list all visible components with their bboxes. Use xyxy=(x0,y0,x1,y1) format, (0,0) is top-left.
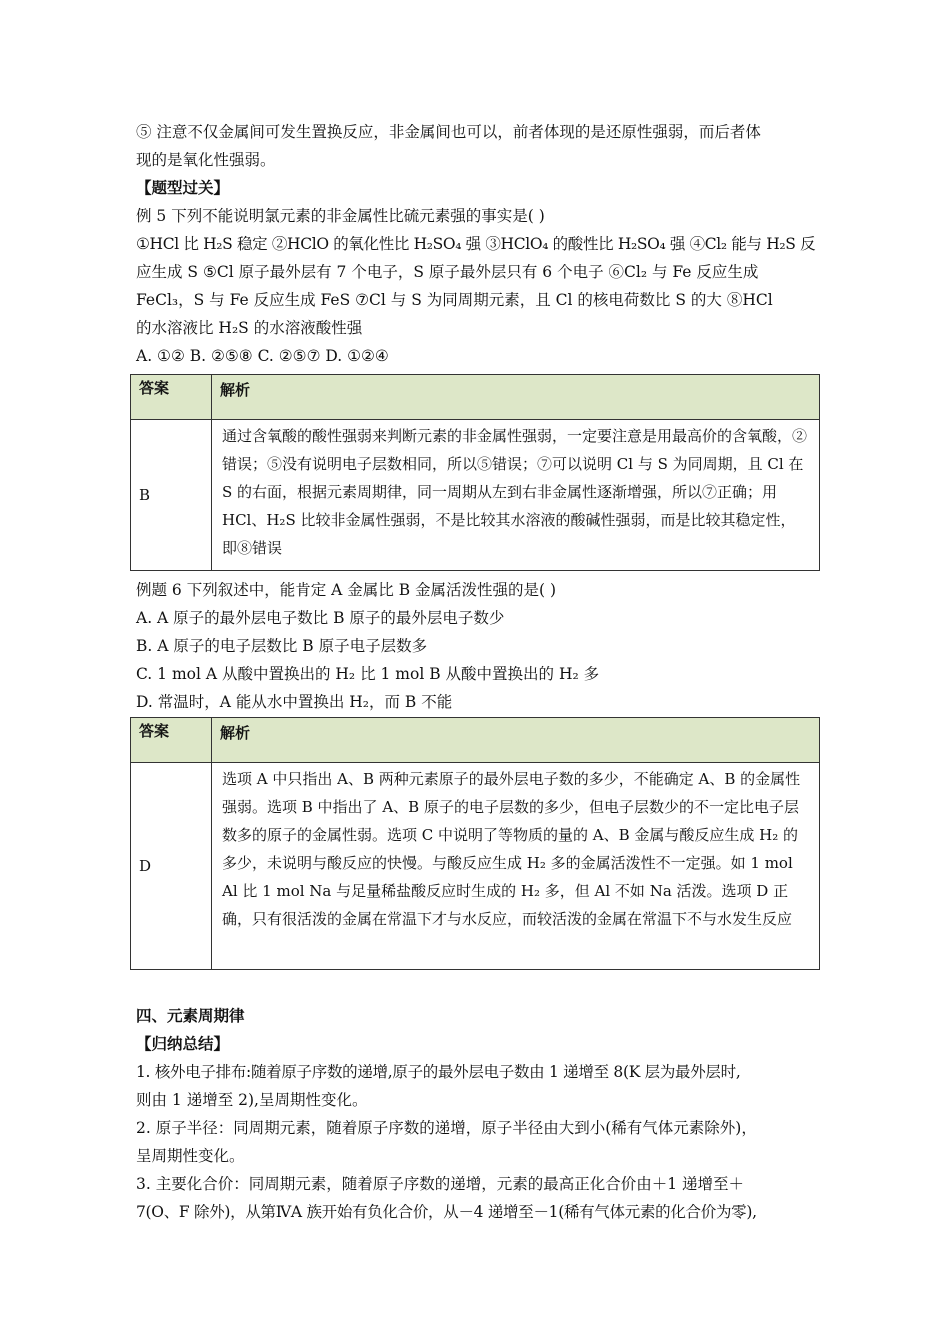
section-title: 【题型过关】 xyxy=(136,179,230,197)
section-4-title: 四、元素周期律 xyxy=(136,1007,245,1025)
example-5-line-3: FeCl₃，S 与 Fe 反应生成 FeS ⑦Cl 与 S 为同周期元素，且 Cl 的核电荷数比 S 的大 ⑧HCl xyxy=(136,291,773,309)
example-6-question: 例题 6 下列叙述中，能肯定 A 金属比 B 金属活泼性强的是( ) xyxy=(136,581,557,599)
analysis-text: 通过含氧酸的酸性强弱来判断元素的非金属性强弱，一定要注意是用最高价的含氧酸，②错误；⑤没有说明电子层数相同，所以⑤错误；⑦可以说明 Cl 与 S 为同周期，且 Cl 在 S 的右面，根据元素周期律，同一周期从左到右非金属性逐渐增强，所以⑦正确；用 HCl、H₂S 比较非金属性强弱，不是比较其水溶液的酸碱性强弱，而是比较其稳定性，即⑧错误 xyxy=(212,420,820,571)
example-5-question: 例 5 下列不能说明氯元素的非金属性比硫元素强的事实是( ) xyxy=(136,207,545,225)
item-2-line-2: 呈周期性变化。 xyxy=(136,1147,245,1165)
summary-title: 【归纳总结】 xyxy=(136,1035,230,1053)
example-5-options: A. ①② B. ②⑤⑧ C. ②⑤⑦ D. ①②④ xyxy=(136,347,389,365)
example-6-option-d: D. 常温时，A 能从水中置换出 H₂，而 B 不能 xyxy=(136,693,453,711)
item-2-line-1: 2. 原子半径：同周期元素，随着原子序数的递增，原子半径由大到小(稀有气体元素除外)， xyxy=(136,1119,757,1137)
analysis-header: 解析 xyxy=(212,375,820,420)
intro-line-1: ⑤ 注意不仅金属间可发生置换反应，非金属间也可以，前者体现的是还原性强弱，而后者体 xyxy=(136,123,761,141)
analysis-header: 解析 xyxy=(212,718,820,763)
intro-line-2: 现的是氧化性强弱。 xyxy=(136,151,276,169)
answer-value: B xyxy=(131,420,212,571)
item-3-line-2: 7(O、F 除外)，从第ⅣA 族开始有负化合价，从－4 递增至－1(稀有气体元素的化合价为零), xyxy=(136,1203,757,1221)
example-6-option-b: B. A 原子的电子层数比 B 原子电子层数多 xyxy=(136,637,428,655)
item-3-line-1: 3. 主要化合价：同周期元素，随着原子序数的递增，元素的最高正化合价由＋1 递增至＋ xyxy=(136,1175,745,1193)
answer-value: D xyxy=(131,763,212,970)
answer-header: 答案 xyxy=(131,375,212,420)
example-6-option-a: A. A 原子的最外层电子数比 B 原子的最外层电子数少 xyxy=(136,609,505,627)
example-5-line-4: 的水溶液比 H₂S 的水溶液酸性强 xyxy=(136,319,363,337)
example-5-line-2: 应生成 S ⑤Cl 原子最外层有 7 个电子，S 原子最外层只有 6 个电子 ⑥Cl₂ 与 Fe 反应生成 xyxy=(136,263,759,281)
example-6-answer-table xyxy=(130,717,820,970)
item-1-line-2: 则由 1 递增至 2),呈周期性变化。 xyxy=(136,1091,368,1109)
item-1-line-1: 1. 核外电子排布:随着原子序数的递增,原子的最外层电子数由 1 递增至 8(K 层为最外层时, xyxy=(136,1063,741,1081)
answer-header: 答案 xyxy=(131,718,212,763)
example-5-answer-table xyxy=(130,374,820,571)
example-5-line-1: ①HCl 比 H₂S 稳定 ②HClO 的氧化性比 H₂SO₄ 强 ③HClO₄ 的酸性比 H₂SO₄ 强 ④Cl₂ 能与 H₂S 反 xyxy=(136,235,816,253)
analysis-text: 选项 A 中只指出 A、B 两种元素原子的最外层电子数的多少，不能确定 A、B 的金属性强弱。选项 B 中指出了 A、B 原子的电子层数的多少，但电子层数少的不一定比电子层数多的原子的金属性弱。选项 C 中说明了等物质的量的 A、B 金属与酸反应生成 H₂ 的多少，未说明与酸反应的快慢。与酸反应生成 H₂ 多的金属活泼性不一定强。如 1 mol Al 比 1 mol Na 与足量稀盐酸反应时生成的 H₂ 多，但 Al 不如 Na 活泼。选项 D 正确，只有很活泼的金属在常温下才与水反应，而较活泼的金属在常温下不与水发生反应 xyxy=(212,763,820,970)
example-6-option-c: C. 1 mol A 从酸中置换出的 H₂ 比 1 mol B 从酸中置换出的 H₂ 多 xyxy=(136,665,600,683)
